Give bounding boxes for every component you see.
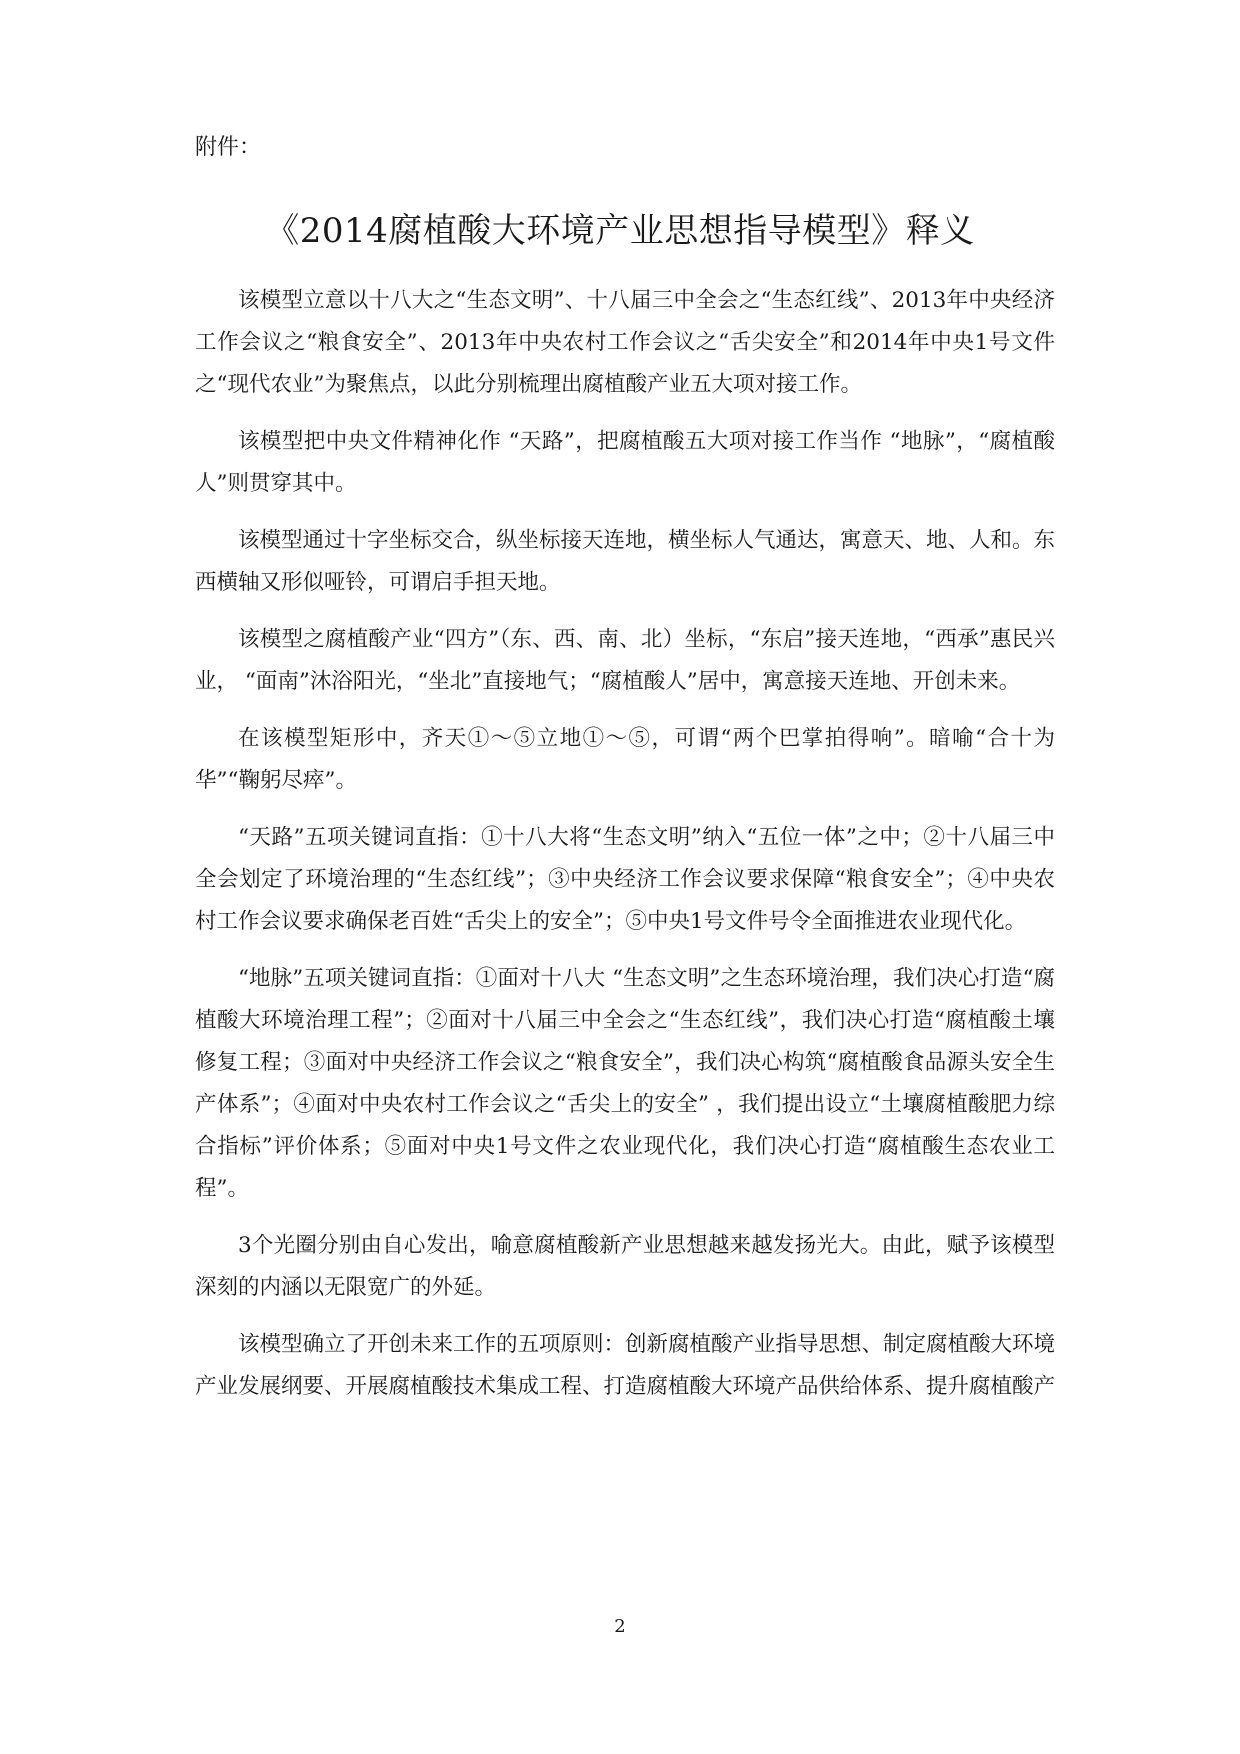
paragraph: 该模型立意以十八大之“生态文明”、十八届三中全会之“生态红线”、2013年中央经济工作会议之“粮食安全”、2013年中央农村工作会议之“舌尖安全”和2014年中央1号文件之“现代农业”为聚焦点，以此分别梳理出腐植酸产业五大项对接工作。: [195, 288, 1055, 397]
attachment-label: 附件：: [195, 135, 262, 160]
paragraph: “地脉”五项关键词直指：①面对十八大 “生态文明”之生态环境治理，我们决心打造“腐植酸大环境治理工程”；②面对十八届三中全会之“生态红线”，我们决心打造“腐植酸土壤修复工程；③面对中央经济工作会议之“粮食安全”，我们决心构筑“腐植酸食品源头安全生产体系”；④面对中央农村工作会议之“舌尖上的安全” ，我们提出设立“土壤腐植酸肥力综合指标”评价体系；⑤面对中央1号文件之农业现代化，我们决心打造“腐植酸生态农业工程”。: [195, 966, 1055, 1201]
page-number: 2: [614, 1616, 626, 1637]
paragraph: 该模型通过十字坐标交合，纵坐标接天连地，横坐标人气通达，寓意天、地、人和。东西横轴又形似哑铃，可谓启手担天地。: [195, 528, 1056, 595]
document-title: 《2014腐植酸大环境产业思想指导模型》释义: [265, 211, 975, 251]
paragraph: 在该模型矩形中，齐天①～⑤立地①～⑤，可谓“两个巴掌拍得响”。暗喻“合十为华”“鞠躬尽瘁”。: [195, 726, 1055, 793]
paragraph: 该模型确立了开创未来工作的五项原则：创新腐植酸产业指导思想、制定腐植酸大环境产业发展纲要、开展腐植酸技术集成工程、打造腐植酸大环境产品供给体系、提升腐植酸产: [195, 1332, 1056, 1399]
paragraph: “天路”五项关键词直指：①十八大将“生态文明”纳入“五位一体”之中；②十八届三中全会划定了环境治理的“生态红线”；③中央经济工作会议要求保障“粮食安全”；④中央农村工作会议要求确保老百姓“舌尖上的安全”；⑤中央1号文件号令全面推进农业现代化。: [195, 825, 1055, 934]
paragraph: 该模型把中央文件精神化作 “天路”，把腐植酸五大项对接工作当作 “地脉”，“腐植酸人”则贯穿其中。: [195, 429, 1055, 496]
document-body: [195, 280, 1055, 1423]
paragraph: 3个光圈分别由自心发出，喻意腐植酸新产业思想越来越发扬光大。由此，赋予该模型深刻的内涵以无限宽广的外延。: [195, 1233, 1055, 1300]
paragraph: 该模型之腐植酸产业“四方”（东、西、南、北）坐标，“东启”接天连地，“西承”惠民兴业， “面南”沐浴阳光，“坐北”直接地气；“腐植酸人”居中，寓意接天连地、开创未来。: [195, 627, 1055, 694]
